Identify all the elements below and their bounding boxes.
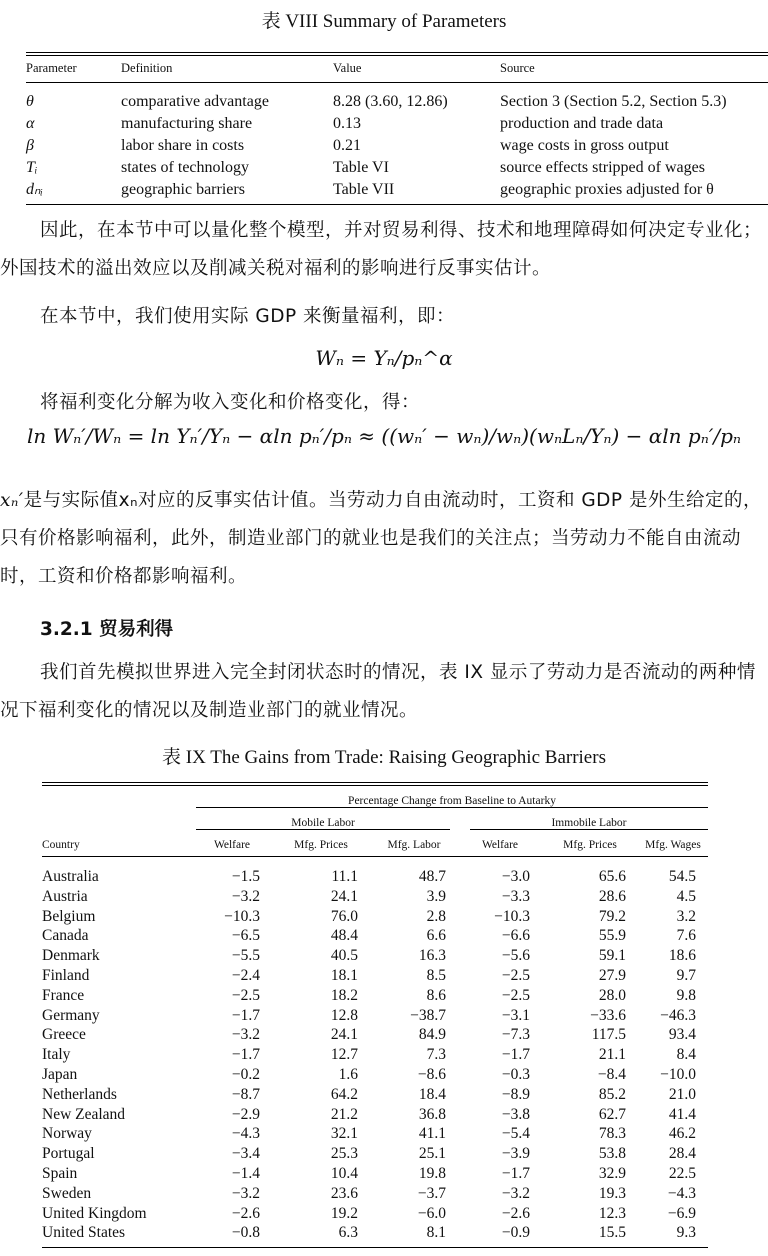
- table9-cell-prices-mobile: 11.1: [331, 868, 358, 885]
- table9-cell-prices-mobile: 25.3: [330, 1145, 358, 1163]
- table9-cell-country: Canada: [42, 927, 89, 945]
- table9-row: [42, 926, 708, 946]
- table9-header-row: [42, 834, 708, 856]
- table8-cell-value: 0.21: [333, 137, 361, 154]
- table9-cell-prices-immobile: 28.6: [598, 887, 626, 905]
- table8-cell-definition: comparative advantage: [121, 93, 269, 110]
- table9-cell-welfare-immobile: −2.5: [501, 986, 530, 1004]
- table9-cell-prices-mobile: 24.1: [330, 1026, 358, 1044]
- table9-cell-labor-mobile: 48.7: [418, 868, 446, 885]
- table8-row: [26, 91, 768, 113]
- table9-row: [42, 1045, 708, 1065]
- table9-cell-country: Austria: [42, 887, 88, 905]
- table8-col-source: Source: [500, 61, 535, 75]
- table9-cell-prices-mobile: 18.1: [330, 966, 358, 984]
- table9-cell-welfare-mobile: −2.5: [231, 986, 260, 1004]
- table9-cell-welfare-mobile: −1.7: [231, 1006, 260, 1024]
- table9-row: [42, 1105, 708, 1125]
- table9-cell-welfare-mobile: −10.3: [224, 907, 260, 925]
- table9-cell-wages-immobile: −6.9: [667, 1204, 696, 1222]
- table8-cell-parameter: dₙᵢ: [26, 181, 43, 198]
- table9-cell-country: Portugal: [42, 1145, 95, 1163]
- table9-col-prices-mobile: Mfg. Prices: [294, 839, 348, 851]
- table9-cell-prices-mobile: 12.7: [330, 1046, 358, 1064]
- table9-cell-welfare-mobile: −2.9: [231, 1105, 260, 1123]
- table9-cell-welfare-immobile: −1.7: [501, 1164, 530, 1182]
- table9-cell-labor-mobile: 3.9: [426, 887, 446, 905]
- table9-row: [42, 887, 708, 907]
- table9-cell-labor-mobile: 8.6: [426, 986, 446, 1004]
- table9-cell-welfare-immobile: −3.8: [501, 1105, 530, 1123]
- table9-row: [42, 1164, 708, 1184]
- table9-super-header: Percentage Change from Baseline to Autarky: [196, 795, 708, 808]
- equation-welfare: Wₙ = Yₙ/pₙ^α: [315, 346, 453, 370]
- table9-cell-wages-immobile: 93.4: [668, 1026, 696, 1044]
- table9-cell-welfare-mobile: −4.3: [231, 1125, 260, 1143]
- table8-cell-definition: states of technology: [121, 159, 249, 176]
- table8-cell-value: 0.13: [333, 115, 361, 132]
- table9-cell-prices-immobile: −8.4: [597, 1065, 626, 1083]
- table9-cell-labor-mobile: −6.0: [417, 1204, 446, 1222]
- table9-col-welfare-mobile: Welfare: [213, 839, 251, 851]
- table9-row: [42, 1065, 708, 1085]
- table8-row: [26, 179, 768, 201]
- table8-col-parameter: Parameter: [26, 61, 77, 75]
- table9-cell-welfare-mobile: −2.6: [231, 1204, 260, 1222]
- table9-row: [42, 966, 708, 986]
- table9-cell-welfare-mobile: −3.2: [231, 1026, 260, 1044]
- paragraph-4: [0, 482, 768, 596]
- table9-cell-prices-mobile: 24.1: [330, 887, 358, 905]
- table9-cell-welfare-immobile: −3.9: [501, 1145, 530, 1163]
- table9-cell-labor-mobile: 7.3: [426, 1046, 446, 1064]
- table8-caption: 表 VIII Summary of Parameters: [261, 11, 507, 32]
- table9-group-mobile: Mobile Labor: [196, 817, 450, 830]
- table9-cell-country: Germany: [42, 1006, 100, 1024]
- table9-cell-prices-immobile: 27.9: [598, 966, 626, 984]
- table9-cell-welfare-immobile: −3.3: [501, 887, 530, 905]
- table8-col-definition: Definition: [121, 61, 173, 75]
- table9-cell-prices-mobile: 23.6: [330, 1184, 358, 1202]
- table9-row: [42, 946, 708, 966]
- paragraph-3: 将福利变化分解为收入变化和价格变化，得：: [40, 392, 421, 413]
- table9-cell-labor-mobile: 84.9: [418, 1026, 446, 1044]
- table9-cell-wages-immobile: 22.5: [668, 1164, 696, 1182]
- table9-cell-labor-mobile: 19.8: [418, 1164, 446, 1182]
- table9-cell-prices-mobile: 1.6: [338, 1065, 358, 1083]
- table9-cell-country: Norway: [42, 1125, 92, 1143]
- table8-row: [26, 113, 768, 135]
- table9-cell-welfare-mobile: −1.4: [231, 1164, 260, 1182]
- table9-cell-wages-immobile: 8.4: [676, 1046, 696, 1064]
- table9-cell-country: Denmark: [42, 947, 100, 965]
- table9-col-labor-mobile: Mfg. Labor: [387, 839, 441, 851]
- table9-cell-prices-immobile: 15.5: [598, 1224, 626, 1242]
- table9-cell-welfare-mobile: −8.7: [231, 1085, 260, 1103]
- table9-cell-country: United Kingdom: [42, 1204, 147, 1222]
- table9-cell-country: Belgium: [42, 907, 96, 925]
- table9-cell-welfare-immobile: −1.7: [501, 1046, 530, 1064]
- table9-row: [42, 1144, 708, 1164]
- table9-cell-prices-immobile: −33.6: [590, 1006, 626, 1024]
- table8-cell-value: Table VII: [333, 181, 395, 198]
- table8-cell-source: source effects stripped of wages: [500, 159, 705, 176]
- table9: [42, 782, 708, 1248]
- table9-cell-wages-immobile: 9.3: [676, 1224, 696, 1242]
- table9-col-prices-immobile: Mfg. Prices: [563, 839, 617, 851]
- table9-group-immobile: Immobile Labor: [470, 817, 708, 830]
- table9-cell-country: Japan: [42, 1065, 78, 1083]
- table9-cell-prices-immobile: 12.3: [598, 1204, 626, 1222]
- table9-cell-welfare-mobile: −0.2: [231, 1065, 260, 1083]
- table9-row: [42, 1184, 708, 1204]
- table9-cell-prices-immobile: 117.5: [591, 1026, 626, 1044]
- table9-cell-welfare-mobile: −6.5: [231, 927, 260, 945]
- table9-cell-wages-immobile: 54.5: [668, 868, 696, 885]
- table9-cell-prices-mobile: 10.4: [330, 1164, 358, 1182]
- table9-cell-prices-mobile: 12.8: [330, 1006, 358, 1024]
- table9-cell-welfare-immobile: −2.5: [501, 966, 530, 984]
- table9-row: [42, 907, 708, 927]
- table9-cell-welfare-immobile: −3.0: [501, 868, 530, 885]
- table8-header-row: [26, 56, 768, 82]
- table8-cell-definition: manufacturing share: [121, 115, 253, 132]
- table8-cell-source: Section 3 (Section 5.2, Section 5.3): [500, 93, 727, 110]
- table9-cell-wages-immobile: 9.7: [676, 966, 696, 984]
- table9-cell-prices-mobile: 19.2: [330, 1204, 358, 1222]
- table8-row: [26, 135, 768, 157]
- table8-cell-source: production and trade data: [500, 115, 664, 132]
- table8-cell-value: Table VI: [333, 159, 389, 176]
- table9-cell-welfare-immobile: −0.3: [501, 1065, 530, 1083]
- table9-cell-prices-immobile: 28.0: [598, 986, 626, 1004]
- table9-cell-prices-immobile: 55.9: [598, 927, 626, 945]
- table9-cell-prices-immobile: 85.2: [598, 1085, 626, 1103]
- table8-cell-definition: labor share in costs: [121, 137, 245, 154]
- table9-cell-wages-immobile: 7.6: [676, 927, 696, 945]
- table9-cell-welfare-mobile: −1.7: [231, 1046, 260, 1064]
- paragraph-5: 我们首先模拟世界进入完全封闭状态时的情况，表 IX 显示了劳动力是否流动的两种情况下福利变化的情况以及制造业部门的就业情况。: [0, 662, 756, 721]
- table9-col-welfare-immobile: Welfare: [481, 839, 519, 851]
- table9-cell-welfare-mobile: −3.2: [231, 887, 260, 905]
- table8-cell-source: geographic proxies adjusted for θ: [500, 181, 714, 198]
- table9-cell-prices-mobile: 76.0: [330, 907, 358, 925]
- table9-cell-labor-mobile: 16.3: [418, 947, 446, 965]
- table9-cell-labor-mobile: −3.7: [417, 1184, 446, 1202]
- para4-lead: xₙ′: [0, 490, 24, 511]
- table9-cell-prices-mobile: 21.2: [330, 1105, 358, 1123]
- table9-row: [42, 1006, 708, 1026]
- table9-cell-labor-mobile: 8.5: [426, 966, 446, 984]
- table9-cell-country: Finland: [42, 966, 90, 984]
- table9-cell-welfare-immobile: −2.6: [501, 1204, 530, 1222]
- table9-cell-prices-immobile: 32.9: [598, 1164, 626, 1182]
- table8-row: [26, 157, 768, 179]
- table9-row: [42, 1223, 708, 1243]
- table9-cell-wages-immobile: −46.3: [660, 1006, 696, 1024]
- table9-row: [42, 1025, 708, 1045]
- table9-cell-welfare-mobile: −3.2: [231, 1184, 260, 1202]
- table9-cell-wages-immobile: 18.6: [668, 947, 696, 965]
- equation-decomposition: ln Wₙ′/Wₙ = ln Yₙ′/Yₙ − αln pₙ′/pₙ ≈ ((wₙ′ − wₙ)/wₙ)(wₙLₙ/Yₙ) − αln pₙ′/pₙ: [26, 424, 742, 448]
- table9-cell-prices-immobile: 59.1: [598, 947, 626, 965]
- table9-cell-wages-immobile: 21.0: [668, 1085, 696, 1103]
- table9-cell-welfare-immobile: −10.3: [494, 907, 530, 925]
- table9-cell-prices-mobile: 6.3: [338, 1224, 358, 1242]
- table9-cell-prices-mobile: 18.2: [330, 986, 358, 1004]
- table8-cell-definition: geographic barriers: [121, 181, 245, 198]
- table9-cell-labor-mobile: −8.6: [417, 1065, 446, 1083]
- table9-cell-wages-immobile: 41.4: [668, 1105, 696, 1123]
- table9-cell-prices-immobile: 79.2: [598, 907, 626, 925]
- table9-col-wages-immobile: Mfg. Wages: [645, 839, 701, 851]
- table9-cell-prices-immobile: 21.1: [598, 1046, 626, 1064]
- table9-cell-welfare-immobile: −7.3: [501, 1026, 530, 1044]
- table9-cell-prices-immobile: 19.3: [598, 1184, 626, 1202]
- table9-cell-labor-mobile: 2.8: [426, 907, 446, 925]
- table9-cell-wages-immobile: −4.3: [667, 1184, 696, 1202]
- table9-cell-prices-mobile: 40.5: [330, 947, 358, 965]
- table9-cell-prices-immobile: 78.3: [598, 1125, 626, 1143]
- table9-cell-country: Australia: [42, 868, 99, 885]
- table9-cell-welfare-mobile: −2.4: [231, 966, 260, 984]
- table9-cell-welfare-immobile: −5.6: [501, 947, 530, 965]
- table9-cell-prices-mobile: 64.2: [330, 1085, 358, 1103]
- table9-cell-wages-immobile: −10.0: [660, 1065, 696, 1083]
- table9-cell-welfare-immobile: −8.9: [501, 1085, 530, 1103]
- table9-caption: 表 IX The Gains from Trade: Raising Geographic Barriers: [162, 747, 606, 768]
- table9-cell-labor-mobile: 25.1: [418, 1145, 446, 1163]
- table9-row: [42, 1124, 708, 1144]
- table9-cell-country: Italy: [42, 1046, 71, 1064]
- table9-cell-country: France: [42, 986, 85, 1004]
- table9-cell-welfare-mobile: −3.4: [231, 1145, 260, 1163]
- table8-col-value: Value: [333, 61, 362, 75]
- section-heading: 3.2.1 贸易利得: [40, 619, 174, 640]
- table9-cell-prices-immobile: 65.6: [598, 868, 626, 885]
- table9-cell-prices-immobile: 53.8: [598, 1145, 626, 1163]
- table9-cell-prices-immobile: 62.7: [598, 1105, 626, 1123]
- table9-cell-country: Greece: [42, 1026, 86, 1044]
- table9-cell-labor-mobile: 36.8: [418, 1105, 446, 1123]
- table9-cell-country: New Zealand: [42, 1105, 126, 1123]
- table9-cell-wages-immobile: 9.8: [676, 986, 696, 1004]
- table9-col-country: Country: [42, 839, 80, 851]
- table9-cell-prices-mobile: 48.4: [330, 927, 358, 945]
- table9-cell-welfare-immobile: −3.1: [501, 1006, 530, 1024]
- table9-cell-welfare-mobile: −0.8: [231, 1224, 260, 1242]
- table9-row: [42, 986, 708, 1006]
- para4-text: 是与实际值xₙ对应的反事实估计值。当劳动力自由流动时，工资和 GDP 是外生给定的，只有价格影响福利，此外，制造业部门的就业也是我们的关注点；当劳动力不能自由流动时，工资和价格都影响福利。: [0, 490, 762, 587]
- table8: [26, 52, 768, 205]
- table8-cell-value: 8.28 (3.60, 12.86): [333, 93, 448, 110]
- table9-cell-labor-mobile: 18.4: [418, 1085, 446, 1103]
- table9-cell-welfare-mobile: −5.5: [231, 947, 260, 965]
- table9-cell-country: Sweden: [42, 1184, 92, 1202]
- table9-row: [42, 1085, 708, 1105]
- table9-cell-wages-immobile: 46.2: [668, 1125, 696, 1143]
- table9-cell-welfare-immobile: −0.9: [501, 1224, 530, 1242]
- table9-cell-labor-mobile: 6.6: [426, 927, 446, 945]
- table9-cell-welfare-immobile: −3.2: [501, 1184, 530, 1202]
- table9-cell-country: Spain: [42, 1164, 78, 1182]
- table9-cell-prices-mobile: 32.1: [330, 1125, 358, 1143]
- table9-cell-country: United States: [42, 1224, 126, 1242]
- paragraph-2: 在本节中，我们使用实际 GDP 来衡量福利，即：: [40, 306, 456, 327]
- table8-cell-parameter: β: [26, 137, 34, 154]
- table9-cell-welfare-immobile: −5.4: [501, 1125, 530, 1143]
- table9-cell-wages-immobile: 3.2: [676, 907, 696, 925]
- table8-cell-parameter: θ: [26, 93, 34, 110]
- table9-cell-labor-mobile: −38.7: [410, 1006, 446, 1024]
- paragraph-1: 因此，在本节中可以量化整个模型，并对贸易利得、技术和地理障碍如何决定专业化；外国技术的溢出效应以及削减关税对福利的影响进行反事实估计。: [0, 220, 763, 279]
- table9-cell-wages-immobile: 28.4: [668, 1145, 696, 1163]
- table8-cell-parameter: Tᵢ: [26, 159, 38, 176]
- table9-cell-labor-mobile: 8.1: [426, 1224, 446, 1242]
- table9-cell-country: Netherlands: [42, 1085, 117, 1103]
- table9-cell-welfare-mobile: −1.5: [231, 868, 260, 885]
- table9-cell-labor-mobile: 41.1: [418, 1125, 446, 1143]
- table9-row: [42, 1204, 708, 1224]
- table9-cell-wages-immobile: 4.5: [676, 887, 696, 905]
- table9-cell-welfare-immobile: −6.6: [501, 927, 530, 945]
- table8-cell-source: wage costs in gross output: [500, 137, 669, 154]
- table9-row: [42, 867, 708, 887]
- table8-cell-parameter: α: [26, 115, 35, 132]
